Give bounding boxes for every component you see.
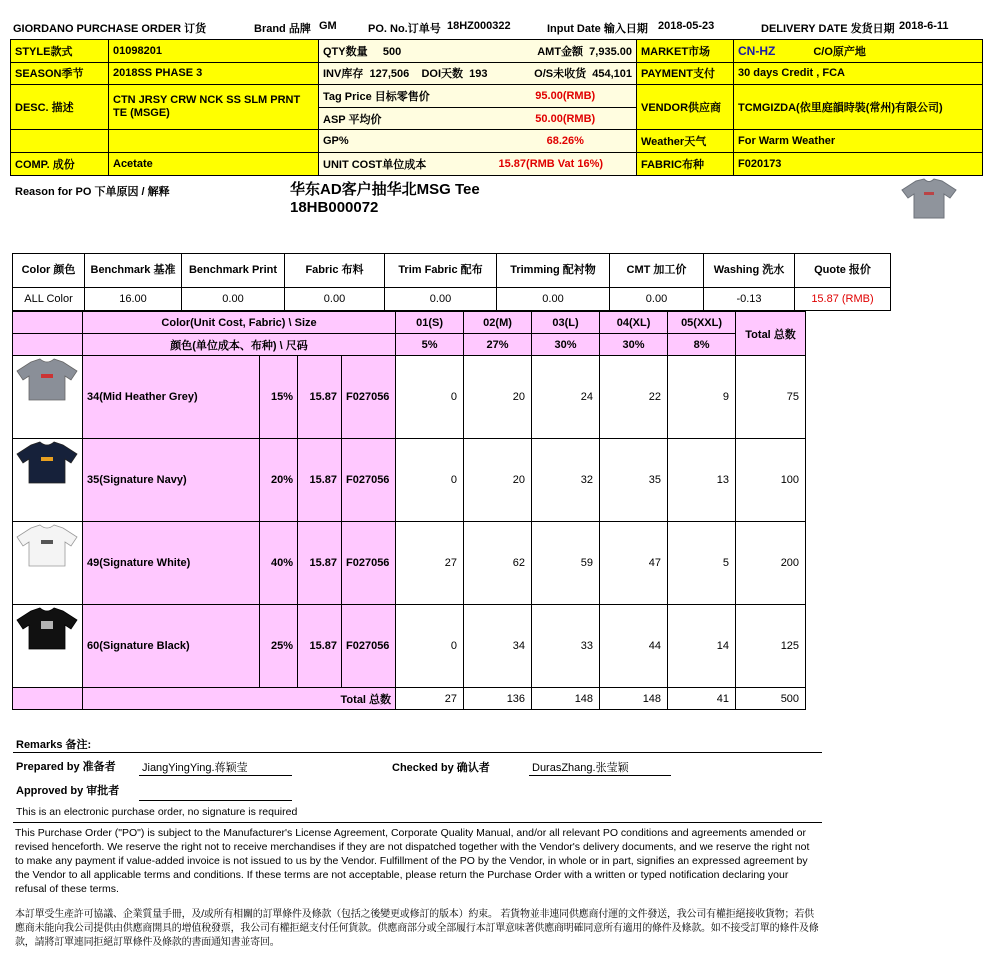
blank-cell-1 xyxy=(11,130,109,153)
style-value: 01098201 xyxy=(109,40,319,63)
quote-value-benchmark-print: 0.00 xyxy=(182,288,285,311)
unit-cost-value: 15.87(RMB Vat 16%) xyxy=(495,152,637,175)
qty-m: 62 xyxy=(464,522,532,605)
vendor-label: VENDOR供应商 xyxy=(637,85,734,130)
quote-value-fabric: 0.00 xyxy=(285,288,385,311)
qty-m: 20 xyxy=(464,356,532,439)
totals-label: Total 总数 xyxy=(83,688,396,710)
qty-s: 27 xyxy=(396,522,464,605)
divider xyxy=(13,822,822,823)
os-cell xyxy=(495,62,637,85)
size-header-m: 02(M) xyxy=(464,312,532,334)
market-value: CN-HZ xyxy=(738,43,776,58)
origin-label: C/O原产地 xyxy=(813,45,866,58)
quote-header-benchmark-print: Benchmark Print xyxy=(182,254,285,288)
os-label: O/S未收货 xyxy=(534,68,587,81)
inv-cell xyxy=(319,62,495,85)
quote-value-trim-fabric: 0.00 xyxy=(385,288,497,311)
thumbnail-cell xyxy=(13,605,83,688)
tag-price-label: Tag Price 目标零售价 xyxy=(319,85,495,108)
fabric-value: F020173 xyxy=(734,152,983,175)
quote-header-fabric: Fabric 布料 xyxy=(285,254,385,288)
prepared-label: Prepared by 准备者 xyxy=(16,761,116,773)
qty-m: 20 xyxy=(464,439,532,522)
weather-label: Weather天气 xyxy=(637,130,734,153)
comp-value: Acetate xyxy=(109,152,319,175)
qty-xxl: 9 xyxy=(668,356,736,439)
fabric-label: FABRIC布种 xyxy=(637,152,734,175)
gp-label: GP% xyxy=(319,130,495,153)
prepared-underline xyxy=(139,775,292,776)
size-pct-s: 5% xyxy=(396,334,464,356)
electronic-note: This is an electronic purchase order, no signature is required xyxy=(16,806,298,818)
grid-corner-2 xyxy=(13,334,83,356)
os-value: 454,101 xyxy=(592,68,632,81)
row-total: 100 xyxy=(736,439,806,522)
season-label: SEASON季节 xyxy=(11,62,109,85)
row-total: 75 xyxy=(736,356,806,439)
payment-label: PAYMENT支付 xyxy=(637,62,734,85)
quote-value-washing: -0.13 xyxy=(704,288,795,311)
quote-value-color: ALL Color xyxy=(13,288,85,311)
input-date-label: Input Date 输入日期 xyxy=(547,23,648,35)
qty-s: 0 xyxy=(396,356,464,439)
tshirt-navy-icon xyxy=(13,439,81,489)
qty-xxl: 14 xyxy=(668,605,736,688)
grid-title-cn: 颜色(单位成本、布种) \ 尺码 xyxy=(83,334,396,356)
tshirt-grey-icon xyxy=(13,356,81,406)
quote-header-color: Color 颜色 xyxy=(13,254,85,288)
brand-value: GM xyxy=(319,20,337,32)
quote-header-quote: Quote 报价 xyxy=(795,254,891,288)
qty-xl: 35 xyxy=(600,439,668,522)
qty-m: 34 xyxy=(464,605,532,688)
cost-quote-table xyxy=(12,253,891,311)
qty-xxl: 13 xyxy=(668,439,736,522)
gp-value: 68.26% xyxy=(495,130,637,153)
row-total: 125 xyxy=(736,605,806,688)
grand-total: 500 xyxy=(736,688,806,710)
color-fabric: F027056 xyxy=(342,605,396,688)
inv-label: INV库存 xyxy=(323,68,364,81)
prepared-value: JiangYingYing.蒋颖莹 xyxy=(142,762,248,774)
document-title: GIORDANO PURCHASE ORDER 订货 xyxy=(13,23,207,35)
product-thumbnail xyxy=(894,178,964,220)
size-header-l: 03(L) xyxy=(532,312,600,334)
color-name: 60(Signature Black) xyxy=(83,605,260,688)
thumbnail-cell xyxy=(13,439,83,522)
color-pct: 15% xyxy=(260,356,298,439)
size-pct-xl: 30% xyxy=(600,334,668,356)
style-label: STYLE款式 xyxy=(11,40,109,63)
row-total: 200 xyxy=(736,522,806,605)
season-value: 2018SS PHASE 3 xyxy=(109,62,319,85)
color-name: 35(Signature Navy) xyxy=(83,439,260,522)
input-date-value: 2018-05-23 xyxy=(658,20,715,32)
payment-value: 30 days Credit , FCA xyxy=(734,62,983,85)
quote-header-trim-fabric: Trim Fabric 配布 xyxy=(385,254,497,288)
quote-value-trimming: 0.00 xyxy=(497,288,610,311)
tshirt-grey-icon xyxy=(894,178,964,220)
approved-underline xyxy=(139,800,292,801)
amt-cell xyxy=(495,40,637,63)
total-header: Total 总数 xyxy=(736,312,806,356)
color-pct: 20% xyxy=(260,439,298,522)
reason-line-1: 华东AD客户抽华北MSG Tee xyxy=(290,181,480,198)
color-fabric: F027056 xyxy=(342,356,396,439)
amt-value: 7,935.00 xyxy=(589,45,632,58)
size-pct-m: 27% xyxy=(464,334,532,356)
asp-label: ASP 平均价 xyxy=(319,107,495,130)
qty-value: 500 xyxy=(382,45,402,58)
table-row xyxy=(13,439,806,522)
total-m: 136 xyxy=(464,688,532,710)
checked-underline xyxy=(529,775,671,776)
desc-label: DESC. 描述 xyxy=(11,85,109,130)
qty-xl: 44 xyxy=(600,605,668,688)
color-name: 49(Signature White) xyxy=(83,522,260,605)
reason-line-2: 18HB000072 xyxy=(290,199,379,216)
thumbnail-cell xyxy=(13,356,83,439)
market-cell xyxy=(734,40,983,63)
quote-header-trimming: Trimming 配衬物 xyxy=(497,254,610,288)
table-row xyxy=(13,605,806,688)
color-name: 34(Mid Heather Grey) xyxy=(83,356,260,439)
color-pct: 40% xyxy=(260,522,298,605)
doi-value: 193 xyxy=(469,68,488,81)
blank-cell-2 xyxy=(109,130,319,153)
grid-corner xyxy=(13,312,83,334)
qty-l: 33 xyxy=(532,605,600,688)
total-l: 148 xyxy=(532,688,600,710)
approved-label: Approved by 审批者 xyxy=(16,785,120,797)
quote-value-quote: 15.87 (RMB) xyxy=(795,288,891,311)
unit-cost-label: UNIT COST单位成本 xyxy=(319,152,495,175)
qty-label: QTY数量 xyxy=(323,45,368,58)
asp-value: 50.00(RMB) xyxy=(495,107,637,130)
grid-title-en: Color(Unit Cost, Fabric) \ Size xyxy=(83,312,396,334)
total-s: 27 xyxy=(396,688,464,710)
weather-value: For Warm Weather xyxy=(734,130,983,153)
divider xyxy=(13,752,822,753)
remarks-label: Remarks 备注: xyxy=(16,739,92,751)
delivery-date-value: 2018-6-11 xyxy=(899,20,949,32)
tshirt-black-icon xyxy=(13,605,81,655)
color-fabric: F027056 xyxy=(342,439,396,522)
inv-value: 127,506 xyxy=(369,68,410,81)
color-cost: 15.87 xyxy=(298,356,342,439)
qty-s: 0 xyxy=(396,605,464,688)
quote-header-benchmark: Benchmark 基准 xyxy=(85,254,182,288)
qty-l: 59 xyxy=(532,522,600,605)
qty-xl: 22 xyxy=(600,356,668,439)
table-row xyxy=(13,356,806,439)
total-xl: 148 xyxy=(600,688,668,710)
amt-label: AMT金额 xyxy=(537,45,584,58)
legal-terms-cn: 本訂單受生產許可協議、企業質量手冊，及/或所有相關的訂單條件及條款（包括之後變更或修訂的版本）約束。 若貨物並非連同供應商付運的文件發送，我公司有權拒絕接收貨物；若供應商未能向我公司提供由供應商開具的增值稅發票，我公司有權拒絕支付任何貨款。供應商部分或全部履行本訂單意味著供應商明確同意所有適用的條件及條款。如不接受訂單的條件及條款，請將訂單連同拒絕訂單條件及條款的書面通知書並寄回。 xyxy=(15,909,819,948)
order-info-table xyxy=(10,39,983,176)
size-header-xl: 04(XL) xyxy=(600,312,668,334)
color-pct: 25% xyxy=(260,605,298,688)
reason-label: Reason for PO 下单原因 / 解释 xyxy=(15,186,170,198)
qty-l: 24 xyxy=(532,356,600,439)
color-fabric: F027056 xyxy=(342,522,396,605)
legal-terms-en: This Purchase Order ("PO") is subject to the Manufacturer's License Agreement, Corporate Quality Manual, and/or all relevant PO conditions and agreements amended or revised henceforth. We reserve the right not to receive merchandises if they are not dispatched together with the Vendor's delivery documents, and we reserve the right not to make any payment if value-added invoice is not issued to us by the Vendor. Fulfillment of the PO by the Vendor, in whole or in part, signifies an expressed agreement by the Vendor to all applicable terms and conditions. If these terms are not acceptable, please return the Purchase Order with a written or typed notification declaring your refusal of these terms. xyxy=(15,827,810,895)
color-cost: 15.87 xyxy=(298,605,342,688)
totals-corner xyxy=(13,688,83,710)
qty-l: 32 xyxy=(532,439,600,522)
qty-xl: 47 xyxy=(600,522,668,605)
size-pct-xxl: 8% xyxy=(668,334,736,356)
qty-s: 0 xyxy=(396,439,464,522)
quote-header-cmt: CMT 加工价 xyxy=(610,254,704,288)
quote-value-cmt: 0.00 xyxy=(610,288,704,311)
size-breakdown-table xyxy=(12,311,806,710)
totals-row xyxy=(13,688,806,710)
total-xxl: 41 xyxy=(668,688,736,710)
color-cost: 15.87 xyxy=(298,439,342,522)
size-header-xxl: 05(XXL) xyxy=(668,312,736,334)
checked-label: Checked by 确认者 xyxy=(392,762,490,774)
quote-value-benchmark: 16.00 xyxy=(85,288,182,311)
market-label: MARKET市场 xyxy=(637,40,734,63)
quote-header-washing: Washing 洗水 xyxy=(704,254,795,288)
brand-label: Brand 品牌 xyxy=(254,23,311,35)
doi-label: DOI天数 xyxy=(421,68,464,81)
po-number-label: PO. No.订单号 xyxy=(368,23,441,35)
thumbnail-cell xyxy=(13,522,83,605)
tshirt-white-icon xyxy=(13,522,81,572)
comp-label: COMP. 成份 xyxy=(11,152,109,175)
color-cost: 15.87 xyxy=(298,522,342,605)
qty-xxl: 5 xyxy=(668,522,736,605)
reason-text xyxy=(290,181,480,217)
table-row xyxy=(13,522,806,605)
qty-cell xyxy=(319,40,495,63)
desc-value: CTN JRSY CRW NCK SS SLM PRNT TE (MSGE) xyxy=(109,85,319,130)
delivery-date-label: DELIVERY DATE 发货日期 xyxy=(761,23,895,35)
tag-price-value: 95.00(RMB) xyxy=(495,85,637,108)
checked-value: DurasZhang.张莹颖 xyxy=(532,762,629,774)
po-header-line xyxy=(13,20,983,36)
vendor-value: TCMGIZDA(依里庭韻時裝(常州)有限公司) xyxy=(734,85,983,130)
po-number-value: 18HZ000322 xyxy=(447,20,511,32)
size-header-s: 01(S) xyxy=(396,312,464,334)
size-pct-l: 30% xyxy=(532,334,600,356)
